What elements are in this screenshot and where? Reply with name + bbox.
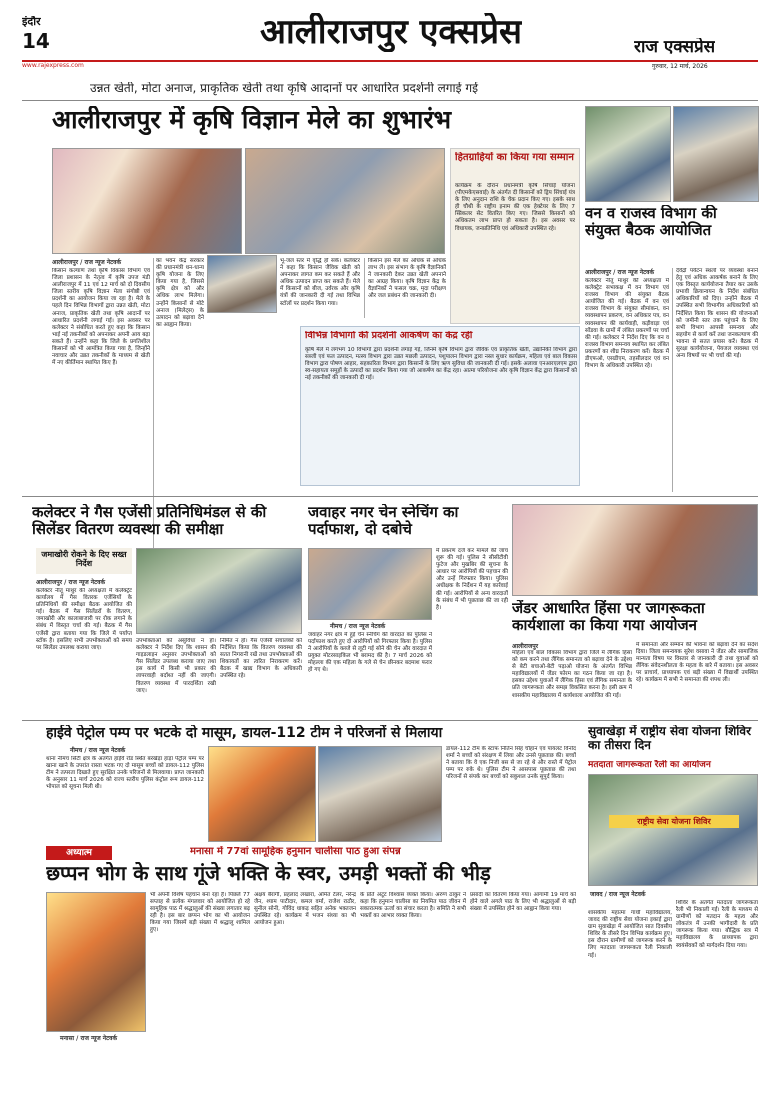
suvakheda-col-1: शासकीय महात्मा गांधी महाविद्यालय, जावद की राष्ट्रीय सेवा योजना इकाई द्वारा ग्राम सुवाखेड़ा में आयोजित सात दिवसीय शिविर के तीसरे दिन विभिन्न कार्यक्रम हुए। इस दौरान ग्रामीणों को जागरूक करने के लिए मतदाता जागरूकता रैली निकाली गई। — [588, 910, 672, 959]
lead-photo-1 — [52, 148, 242, 254]
sammaan-box — [450, 148, 580, 324]
gender-byline: आलीराजपुर — [512, 643, 539, 650]
suvakheda-subhead: मतदाता जागरूकता रैली का आयोजन — [588, 760, 711, 770]
gas-headline: कलेक्टर ने गैस एजेंसी प्रतिनिधिमंडल से की सिलेंडर वितरण व्यवस्था की समीक्षा — [32, 504, 267, 539]
masthead — [0, 0, 778, 68]
section-title: आलीराजपुर एक्सप्रेस — [260, 13, 523, 52]
lead-col-2: का भवन केंद्र सरकार की प्रधानमंत्री धन-धान्य कृषि योजना के लिए किया गया है, जिससे कृषि क्षेत्र को और अधिक लाभ मिलेगा। उन्होंने किसानों से मोटे अनाज (मिलेट्स) के उत्पादन को बढ़ावा देने का आह्वान किया। — [156, 258, 204, 328]
bethak-col-rule — [672, 268, 673, 492]
bethak-col-2: देवेंद्रों पर्यटन स्थलों पर व्यवस्था बनाने हेतु एवं अधिक आकर्षक बनाने के लिए एक विस्तृत कार्ययोजना तैयार कर उसके प्रभावी क्रियान्वयन के निर्देश संबंधित अधिकारियों को दिए। उन्होंने बैठक में उपस्थित सभी विभागीय अधिकारियों को निर्देशित किया कि शासन की योजनाओं को जमीनी स्तर तक पहुंचाने के लिए सभी विभाग आपसी समन्वय और सहयोग से कार्य करें तथा जनकल्याण की भावना से सतत प्रयास करें। बैठक में सुरक्षा कार्ययोजना, पेयजल व्यवस्था एवं अन्य विषयों पर भी चर्चा की गई। — [676, 268, 758, 360]
bethak-byline: आलीराजपुर / राज न्यूज नेटवर्क — [585, 269, 655, 276]
lead-kicker: उन्नत खेती, मोटा अनाज, प्राकृतिक खेती तथा कृषि आदानों पर आधारित प्रदर्शनी लगाई गई — [90, 82, 478, 95]
gender-headline: जेंडर आधारित हिंसा पर जागरूकता कार्यशाला का किया गया आयोजन — [512, 600, 705, 635]
masthead-city: इंदौर — [22, 16, 41, 28]
gas-col-2: उपभोक्ताओं को असुविधा न हो। कलेक्टर ने निर्देश दिए कि शासन की गाइडलाइन अनुसार उपभोक्ताओं को गैस सिलेंडर उपलब्ध कराया जाए तथा इस कार्य में किसी भी प्रकार की लापरवाही बर्दाश्त नहीं की जाएगी। वितरण व्यवस्था में पारदर्शिता रखी जाए। — [136, 638, 216, 694]
highway-photo-1 — [208, 746, 316, 842]
chain-photo — [308, 548, 432, 620]
section-rule-2 — [22, 720, 758, 721]
highway-col-2: डायल-112 टीम के स्टाफ नितिन सिंह चौहान एवं पायलट विनोद शर्मा ने बच्चों को संरक्षण में लिया और उनसे पूछताछ की। बच्चों ने बताया कि वे एक निजी बस से जा रहे थे और रास्ते में पेट्रोल पम्प पर रुके थे। पुलिस टीम ने आसपास पूछताछ की तथा परिजनों से संपर्क कर बच्चों को सकुशल उनके सुपुर्द किया। — [446, 746, 576, 781]
adhyatm-byline: मनासा / राज न्यूज नेटवर्क — [60, 1035, 118, 1042]
issue-date: गुरुवार, 12 मार्च, 2026 — [652, 63, 708, 70]
bethak-photo-2 — [673, 106, 759, 202]
highway-col-1: थाना नीमच सिटी क्षेत्र के अंतर्गत हाईवे रोड स्थित बरखेड़ा हाड़ा पेट्रोल पम्प पर खाना खाने के उपरांत रास्ता भटक गए दो मासूम बच्चों को डायल-112 पुलिस टीम ने तत्परता दिखाते हुए सुरक्षित उनके परिजनों से मिलवाया। प्राप्त जानकारी के अनुसार 11 मार्च 2026 को राज्य स्तरीय पुलिस कंट्रोल रूम डायल-112 भोपाल को सूचना मिली थी। — [46, 756, 204, 791]
bethak-photo-1 — [585, 106, 671, 202]
adhyatm-photo — [46, 892, 146, 1032]
lead-photo-3 — [207, 255, 277, 313]
chain-byline: नीमच / राज न्यूज नेटवर्क — [330, 623, 386, 630]
sammaan-body: कार्यक्रम के दौरान प्रधानमंत्री कृषि सिंचाई योजना (पीएमकेएसवाई) के अंतर्गत दी किसानों को ड्रिप सिंचाई यंत्र के लिए अनुदान राशि के चेक प्रदान किए गए। इसके साथ ही चौथी के राष्ट्रीय इनाम की एक हेक्टेयर के लिए 7 स्प्रिंकलर सेट वितरित किए गए। जिससे किसानों को अधिकतम लाभ प्राप्त हो सकता है। इस अवसर पर विधायक, जनप्रतिनिधि एवं अधिकारी उपस्थित रहे। — [455, 183, 575, 232]
highway-headline: हाईवे पेट्रोल पम्प पर भटके दो मासूम, डायल-112 टीम ने परिजनों से मिलाया — [46, 725, 443, 741]
masthead-rule — [22, 60, 758, 62]
chain-headline: जवाहर नगर चेन स्नेचिंग का पर्दाफाश, दो दबोचे — [308, 504, 459, 539]
gas-subhead-box — [36, 548, 132, 574]
gender-col-1: महिला एवं बाल विकास विभाग द्वारा जिले में लैंगिक हिंसा को कम करने तथा लैंगिक समानता को बढ़ावा देने के उद्देश्य से बेटी बचाओ-बेटी पढ़ाओ योजना के अंतर्गत विभिन्न महाविद्यालयों में जेंडर फोरम का गठन किया जा रहा है। इसका उद्देश्य युवाओं में लैंगिक हिंसा एवं लैंगिक समानता के प्रति जागरूकता और समझ विकसित करना है। इसी क्रम में शासकीय महाविद्यालय में कार्यशाला आयोजित की गई। — [512, 650, 632, 699]
kicker-rule — [22, 100, 758, 101]
adhyatm-col-4: प्रसादी का वितरण किया गया। आगामी 19 मार्च को होने वाले अगले पाठ के लिए भी श्रद्धालुओं से बड़ी संख्या में उपस्थित होने का आह्वान किया गया। — [470, 892, 576, 913]
gas-byline: आलीराजपुर / राज न्यूज नेटवर्क — [36, 579, 106, 586]
lead-headline: आलीराजपुर में कृषि विज्ञान मेले का शुभारंभ — [52, 106, 452, 134]
adhyatm-kicker: मनासा में 77वां सामूहिक हनुमान चालीसा पाठ हुआ संपन्न — [190, 846, 401, 857]
gas-col-3: निर्मित न हो। गैस एजेंसी संचालकों को निर्देशित किया कि वितरण व्यवस्था की सतत निगरानी रखें तथा उपभोक्ताओं की शिकायतों का त्वरित निराकरण करें। बैठक में खाद्य विभाग के अधिकारी उपस्थित रहे। — [220, 638, 302, 680]
lead-col-rule-2 — [364, 258, 365, 318]
gas-photo — [136, 548, 302, 634]
chain-col-2: में प्रकरण दर्ज कर मामले की जांच शुरू की गई। पुलिस ने सीसीटीवी फुटेज और मुखबिर की सूचना के आधार पर आरोपियों की पहचान की और उन्हें गिरफ्तार किया। पुलिस अधीक्षक के निर्देशन में यह कार्रवाई की गई। आरोपियों से अन्य वारदातों के संबंध में भी पूछताछ की जा रही है। — [436, 548, 508, 611]
lead-col-1: किसान कल्याण तथा कृषि विकास विभाग एवं जिला प्रशासन के नेतृत्व में कृषि उपज मंडी आलीराजपुर में 11 एवं 12 मार्च को दो दिवसीय जिला स्तरीय कृषि विज्ञान मेला संगोष्ठी एवं प्रदर्शनी का आयोजन किया जा रहा है। मेले के पहले दिन विभिन्न विभागों द्वारा उन्नत खेती, मोटा अनाज, प्राकृतिक खेती तथा कृषि आदानों पर आधारित प्रदर्शनी लगाई गई। इस अवसर पर कलेक्टर ने संबोधित करते हुए कहा कि किसान भाई नई तकनीकों को अपनाकर अपनी आय बढ़ा सकते हैं। उन्होंने कहा कि जिले के प्रगतिशील किसानों को भी आमंत्रित किया गया है, जिन्होंने नवाचार और उन्नत तकनीकों के माध्यम से खेती में नए कीर्तिमान स्थापित किए हैं। — [52, 268, 150, 367]
adhyatm-label: अध्यात्म — [66, 848, 92, 858]
gas-col-1: कलेक्टर नीतू माथुर की अध्यक्षता में कलेक्ट्रेट कार्यालय में गैस वितरक एजेंसियों के प्रतिनिधियों की समीक्षा बैठक आयोजित की गई। बैठक में गैस सिलेंडरों के वितरण, जमाखोरी और कालाबाजारी पर रोक लगाने के संबंध में विस्तृत चर्चा की गई। बैठक में गैस एजेंसी द्वारा बताया गया कि जिले में पर्याप्त स्टॉक है। इसलिए सभी उपभोक्ताओं को समय पर सिलेंडर उपलब्ध कराया जाए। — [36, 588, 132, 651]
pradarshani-body: कृषि मेले में लगभग 10 विभागों द्वारा प्रदर्शनी लगाई गई, जिनमें कृषि विभाग द्वारा जैविक एवं प्राकृतिक खेती, उद्यानिकी विभाग द्वारा सब्जी एवं फल उत्पादन, मत्स्य विभाग द्वारा उन्नत मछली उत्पादन, पशुपालन विभाग द्वारा नस्ल सुधार कार्यक्रम, महिला एवं बाल विकास विभाग द्वारा पोषण आहार, सहकारिता विभाग द्वारा किसानों के लिए ऋण सुविधा की जानकारी दी गई। इसके अलावा एनआरएलएम द्वारा स्व-सहायता समूहों के उत्पादों का प्रदर्शन किया गया जो आकर्षण का केंद्र रहा। आत्मा परियोजना और कृषि विज्ञान केंद्र द्वारा किसानों को नई तकनीकों की जानकारी दी गई। — [305, 347, 577, 382]
suvakheda-headline: सुवाखेड़ा में राष्ट्रीय सेवा योजना शिविर का तीसरा दिन — [588, 725, 751, 752]
lead-byline: आलीराजपुर / राज न्यूज नेटवर्क — [52, 259, 122, 266]
pradarshani-heading: विभिन्न विभागों की प्रदर्शनी आकर्षण का केंद्र रही — [305, 331, 473, 341]
section-rule-1 — [22, 496, 758, 497]
bethak-headline: वन व राजस्व विभाग की संयुक्त बैठक आयोजित — [585, 205, 717, 240]
adhyatm-headline: छप्पन भोग के साथ गूंजे भक्ति के स्वर, उमड़ी भक्तों की भीड़ — [46, 862, 491, 885]
paper-name: राज एक्सप्रेस — [634, 38, 716, 57]
lead-col-4: किसान इस मेले का अधिक से अधिक लाभ लें। इस संभाग के कृषि वैज्ञानिकों ने जानकारी देकर उन्नत खेती अपनाने का आग्रह किया। कृषि विज्ञान केंद्र के वैज्ञानिकों ने फसल चक्र, मृदा परीक्षण और जल प्रबंधन की जानकारी दी। — [368, 258, 446, 300]
adhyatm-col-2: अक्षय बैरागी, प्रहलाद लखारा, अमित टेलर, नरेन्द्र जैन, श्याम पाटीदार, कमल वर्मा, राजेश राठौर, सुनील सोनी, गोविंद धाकड़ सहित अनेक भक्तजन उपस्थित रहे। कार्यक्रम में भजन संध्या का भी आयोजन हुआ। — [254, 892, 356, 927]
gender-col-2: में समानता और सम्मान की भावना को बढ़ावा देने का संदेश दिया। जिला समन्वयक सुरेश वसावा ने जेंडर और सामाजिक मान्यता विषय पर विस्तार से जानकारी दी तथा युवाओं को लैंगिक संवेदनशीलता के महत्व के बारे में बताया। इस अवसर पर प्राचार्य, प्राध्यापक एवं बड़ी संख्या में विद्यार्थी उपस्थित रहे। कार्यक्रम में सभी ने समानता की शपथ ली। — [636, 642, 758, 684]
suvakheda-banner: राष्ट्रीय सेवा योजना शिविर — [609, 815, 739, 828]
lead-col-3: भू-जल स्तर में वृद्धि हो सके। कलेक्टर ने कहा कि किसान जैविक खेती को अपनाकर लागत कम कर सकते हैं और अधिक उत्पादन प्राप्त कर सकते हैं। मेले में किसानों को बीज, उर्वरक और कृषि यंत्रों की जानकारी दी गई तथा विभिन्न स्टॉलों पर प्रदर्शन किया गया। — [280, 258, 360, 307]
page-number: 14 — [22, 30, 50, 53]
adhyatm-col-3: के प्रति अटूट विश्वास व्यक्त किया। अरुण ठाकुर ने कहा कि हनुमान चालीसा का नियमित पाठ जीवन में सकारात्मक ऊर्जा का संचार करता है। समिति ने सभी भक्तों का आभार व्यक्त किया। — [360, 892, 466, 920]
lead-photo-2 — [245, 148, 445, 254]
highway-byline: नीमच / राज न्यूज नेटवर्क — [70, 747, 126, 754]
gender-photo — [512, 504, 758, 596]
chain-col-1: जवाहर नगर क्षेत्र में हुई चेन स्नेचिंग की वारदात का पुलिस ने पर्दाफाश करते हुए दो आरोपियों को गिरफ्तार किया है। पुलिस ने आरोपियों के कब्जे से लूटी गई सोने की चेन और वारदात में प्रयुक्त मोटरसाइकिल भी बरामद की है। 7 मार्च 2026 को मोहल्ला की एक महिला के गले से चेन छीनकर बदमाश फरार हो गए थे। — [308, 632, 432, 674]
suvakheda-byline: जावद / राज न्यूज नेटवर्क — [590, 891, 646, 898]
gas-subhead: जमाखोरी रोकने के दिए सख्त निर्देश — [41, 550, 127, 569]
adhyatm-label-box — [46, 846, 112, 860]
bethak-col-1: कलेक्टर नीतू माथुर की अध्यक्षता में कलेक्ट्रेट सभाकक्ष में वन विभाग एवं राजस्व विभाग की संयुक्त बैठक आयोजित की गई। बैठक में वन एवं राजस्व विभाग के संयुक्त सीमांकन, वन व्यवस्थापन प्रकरण, वन अधिकार पत्र, वन व्यवस्थापन की कार्यवाही, कड़ीवाड़ा एवं सोंडवा के ग्रामों में लंबित प्रकरणों पर चर्चा की गई। कलेक्टर ने निर्देश दिए कि वन व राजस्व विभाग समन्वय स्थापित कर लंबित प्रकरणों का शीघ्र निराकरण करें। बैठक में डीएफओ, एसडीएम, तहसीलदार एवं वन विभाग के अधिकारी उपस्थित रहे। — [585, 278, 669, 370]
suvakheda-col-2: शिविर के अंतर्गत मतदाता जागरूकता रैली भी निकाली गई। रैली के माध्यम से ग्रामीणों को मतदान के महत्व और लोकतंत्र में उनकी भागीदारी के प्रति जागरूक किया गया। बौद्धिक सत्र में महाविद्यालय के प्राध्यापक द्वारा स्वयंसेवकों को मार्गदर्शन दिया गया। — [676, 900, 758, 949]
lead-col-3-continued — [208, 320, 296, 484]
adhyatm-col-1: भी अपनी विशेष पहचान बना रहा है। पिछले 77 सप्ताह से प्रत्येक मंगलवार को आयोजित हो रहे सामूहिक पाठ में श्रद्धालुओं की संख्या लगातार बढ़ रही है। इस बार छप्पन भोग का भी आयोजन किया गया जिसमें बड़ी संख्या में श्रद्धालु शामिल हुए। — [150, 892, 250, 934]
suvakheda-photo — [588, 774, 758, 886]
pradarshani-box — [300, 326, 580, 486]
highway-photo-2 — [318, 746, 442, 842]
website[interactable]: www.rajexpress.com — [22, 62, 84, 69]
sammaan-heading: हितग्राहियों का किया गया सम्मान — [455, 152, 574, 163]
